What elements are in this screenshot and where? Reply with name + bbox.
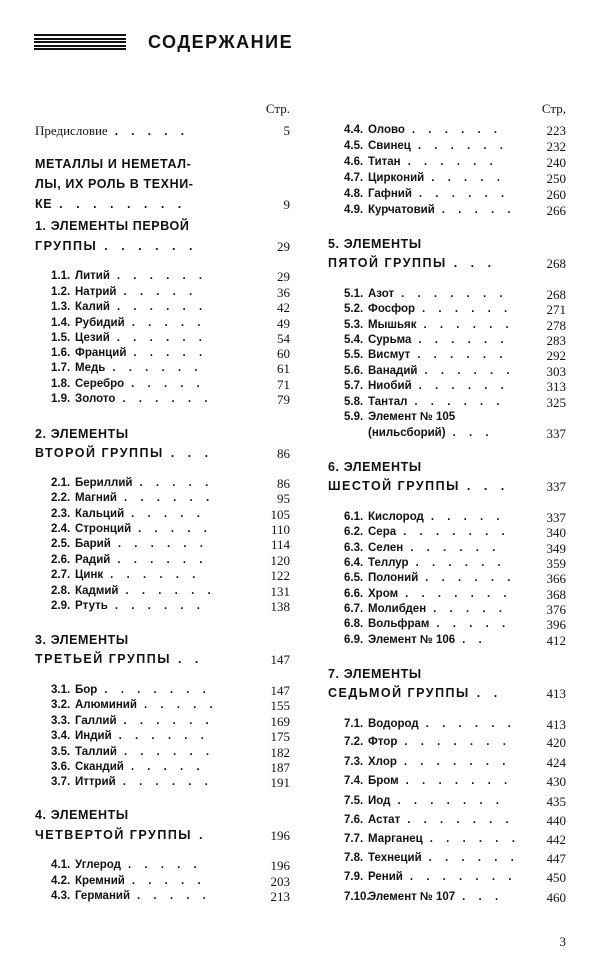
toc-entry-number: 6.4.: [344, 557, 364, 569]
leader-dots: . . . . . .: [124, 492, 215, 504]
toc-page-number: 191: [270, 775, 290, 790]
leader-dots: . . . . .: [131, 875, 206, 887]
toc-entry-label: 1. ЭЛЕМЕНТЫ ПЕРВОЙ: [35, 219, 190, 233]
toc-page-number: 292: [546, 348, 566, 363]
leader-dots: . . . . . .: [410, 542, 501, 554]
toc-entry-label: 2.1. Бериллий . . . . .: [51, 477, 214, 489]
toc-page-number: 213: [270, 889, 290, 904]
toc-entry-label: ЧЕТВЕРТОЙ ГРУППЫ .: [35, 828, 208, 842]
toc-page-number: 278: [546, 318, 566, 333]
leader-dots: . .: [462, 634, 487, 646]
toc-entry-label: 2.6. Радий . . . . . .: [51, 554, 208, 566]
toc-entry-label: 4.6. Титан . . . . . .: [344, 156, 498, 168]
toc-entry-label: 6.2. Сера . . . . . . .: [344, 526, 510, 538]
toc-page-number: 196: [270, 858, 290, 873]
toc-entry-number: 7.6.: [344, 814, 364, 826]
toc-entry-number: 3.5.: [51, 746, 71, 758]
leader-dots: . . .: [452, 427, 494, 439]
leader-dots: . . . . .: [133, 347, 208, 359]
toc-entry-label: 6.3. Селен . . . . . .: [344, 542, 501, 554]
leader-dots: . . . . . .: [411, 124, 503, 136]
toc-page-number: 105: [270, 507, 290, 522]
toc-page-number: 54: [277, 331, 290, 346]
toc-entry-label: 4. ЭЛЕМЕНТЫ: [35, 808, 129, 822]
toc-entry-label: 4.5. Свинец . . . . . .: [344, 140, 509, 152]
leader-dots: . . . . .: [137, 890, 211, 902]
leader-dots: . . . . . . .: [405, 775, 513, 787]
leader-dots: . . . . . .: [429, 833, 520, 845]
leader-dots: . . . . .: [114, 123, 189, 138]
toc-page-number: 283: [546, 333, 566, 348]
toc-page-number: 303: [546, 364, 566, 379]
toc-page-number: 337: [546, 426, 566, 441]
toc-entry-label: 7.5. Иод . . . . . . .: [344, 795, 504, 807]
toc-entry-number: 7.10.: [344, 891, 370, 903]
toc-entry-number: 3.7.: [51, 776, 71, 788]
leader-dots: . . . . . .: [122, 776, 213, 788]
toc-entry-label: 5.9. Элемент № 105: [344, 411, 456, 423]
toc-entry-label: ТРЕТЬЕЙ ГРУППЫ . .: [35, 652, 204, 666]
toc-header: [34, 26, 293, 58]
toc-entry-number: 7.7.: [344, 833, 364, 845]
toc-entry-number: 5.9.: [344, 411, 364, 423]
toc-entry-label: МЕТАЛЛЫ И НЕМЕТАЛ-: [35, 157, 192, 171]
toc-entry-label: 1.2. Натрий . . . . .: [51, 286, 198, 298]
toc-page-number: 440: [546, 813, 566, 828]
toc-entry-number: 1.2.: [51, 286, 71, 298]
leader-dots: . . . . .: [139, 477, 214, 489]
toc-entry-label: 5.4. Сурьма . . . . . .: [344, 334, 509, 346]
toc-entry-label: 3.1. Бор . . . . . . .: [51, 684, 211, 696]
toc-page-number: 337: [546, 479, 566, 494]
leader-dots: . .: [177, 652, 204, 666]
toc-entry-label: 7.9. Рений . . . . . . .: [344, 871, 517, 883]
toc-page-number: 122: [270, 568, 290, 583]
toc-entry-label: 2.2. Магний . . . . . .: [51, 492, 215, 504]
toc-entry-number: 5.2.: [344, 303, 364, 315]
toc-entry-number: 1.7.: [51, 362, 71, 374]
toc-page-number: 223: [546, 123, 566, 138]
toc-entry-number: 5.7.: [344, 380, 364, 392]
toc-entry-number: 6.6.: [344, 588, 364, 600]
leader-dots: . . . . . .: [117, 554, 208, 566]
toc-entry-number: 2.1.: [51, 477, 71, 489]
leader-dots: . . . . . .: [418, 334, 509, 346]
toc-entry-label: 6.6. Хром . . . . . . .: [344, 588, 512, 600]
leader-dots: . . . . . .: [112, 362, 203, 374]
toc-page-number: 413: [546, 717, 566, 732]
toc-entry-label: 7.6. Астат . . . . . . .: [344, 814, 514, 826]
toc-page-number: 447: [546, 851, 566, 866]
leader-dots: .: [199, 828, 208, 842]
leader-dots: . . . . .: [131, 317, 206, 329]
toc-entry-number: 3.3.: [51, 715, 71, 727]
toc-entry-label: 7.4. Бром . . . . . . .: [344, 775, 513, 787]
toc-page-number: 450: [546, 870, 566, 885]
leader-dots: . . . . . .: [423, 319, 514, 331]
toc-entry-number: 4.7.: [344, 172, 364, 184]
toc-entry-label: 6.8. Вольфрам . . . . .: [344, 618, 511, 630]
toc-entry-label: 7.8. Технеций . . . . . .: [344, 852, 519, 864]
toc-entry-number: 1.5.: [51, 332, 71, 344]
toc-page-number: 71: [277, 377, 290, 392]
toc-page-number: 271: [546, 302, 566, 317]
toc-entry-label: 6. ЭЛЕМЕНТЫ: [328, 460, 422, 474]
toc-entry-number: 4.6.: [344, 156, 364, 168]
toc-entry-label: 2.3. Кальций . . . . .: [51, 508, 205, 520]
toc-entry-label: 1.5. Цезий . . . . . .: [51, 332, 207, 344]
toc-page-number: 120: [270, 553, 290, 568]
toc-page-number: 110: [270, 522, 290, 537]
toc-entry-label: 7.2. Фтор . . . . . . .: [344, 736, 511, 748]
toc-page-number: 169: [270, 714, 290, 729]
toc-entry-label: 2.9. Ртуть . . . . . .: [51, 600, 205, 612]
leader-dots: . . . . . .: [425, 572, 516, 584]
leader-dots: . . . . . .: [407, 156, 498, 168]
toc-page-number: 95: [277, 491, 290, 506]
leader-dots: . . .: [462, 891, 504, 903]
toc-page-number: 42: [277, 300, 290, 315]
toc-entry-number: 2.5.: [51, 538, 71, 550]
toc-entry-number: 7.4.: [344, 775, 364, 787]
toc-entry-label: 5.1. Азот . . . . . . .: [344, 288, 508, 300]
leader-dots: . . . . . .: [418, 380, 509, 392]
toc-entry-label: 4.2. Кремний . . . . .: [51, 875, 206, 887]
toc-page-number: 424: [546, 755, 566, 770]
leader-dots: . . . . . .: [114, 600, 205, 612]
toc-entry-label: (нильсборий) . . .: [368, 427, 494, 439]
toc-page-number: 260: [546, 187, 566, 202]
leader-dots: . . . . . . .: [397, 795, 504, 807]
toc-entry-number: 5.3.: [344, 319, 364, 331]
toc-entry-label: 5.6. Ванадий . . . . . .: [344, 365, 515, 377]
toc-entry-label: 7.1. Водород . . . . . .: [344, 718, 516, 730]
toc-entry-number: 7.1.: [344, 718, 364, 730]
toc-entry-label: ЛЫ, ИХ РОЛЬ В ТЕХНИ-: [35, 177, 194, 191]
leader-dots: . . . . . .: [117, 538, 208, 550]
leader-dots: . . . . . . .: [401, 288, 508, 300]
toc-page-number: 131: [270, 584, 290, 599]
leader-dots: . . . . .: [138, 523, 212, 535]
toc-page-number: 435: [546, 794, 566, 809]
leader-dots: . . . . .: [441, 204, 516, 216]
toc-page-number: 442: [546, 832, 566, 847]
toc-page-number: 29: [277, 239, 290, 254]
toc-page-number: 359: [546, 556, 566, 571]
toc-page-number: 49: [277, 316, 290, 331]
toc-entry-label: 6.5. Полоний . . . . . .: [344, 572, 516, 584]
toc-entry-number: 2.9.: [51, 600, 71, 612]
leader-dots: . . . . .: [127, 859, 202, 871]
leader-dots: . . .: [170, 446, 214, 460]
toc-page-number: 196: [270, 828, 290, 843]
toc-entry-number: 2.4.: [51, 523, 71, 535]
toc-entry-label: 3.2. Алюминий . . . . .: [51, 699, 218, 711]
toc-entry-number: 6.9.: [344, 634, 364, 646]
toc-entry-number: 6.2.: [344, 526, 364, 538]
leader-dots: . . . . . .: [123, 715, 214, 727]
toc-entry-label: ШЕСТОЙ ГРУППЫ . . .: [328, 479, 510, 493]
toc-page-number: 29: [277, 269, 290, 284]
toc-page-number: 313: [546, 379, 566, 394]
toc-entry-number: 7.2.: [344, 736, 364, 748]
toc-entry-label: 7.10.Элемент № 107 . . .: [344, 891, 504, 903]
toc-page-number: 366: [546, 571, 566, 586]
toc-page-number: 412: [546, 633, 566, 648]
toc-page-number: 187: [270, 760, 290, 775]
toc-entry-label: 4.8. Гафний . . . . . .: [344, 188, 510, 200]
leader-dots: . . . . . .: [424, 365, 515, 377]
toc-entry-number: 4.4.: [344, 124, 364, 136]
toc-entry-label: 6.7. Молибден . . . . .: [344, 603, 507, 615]
toc-entry-label: КЕ . . . . . . . .: [35, 197, 187, 211]
toc-page-number: 420: [546, 735, 566, 750]
toc-page-number: 175: [270, 729, 290, 744]
toc-page-number: 349: [546, 541, 566, 556]
page-number: 3: [559, 934, 566, 949]
toc-entry-label: Предисловие . . . . .: [35, 123, 189, 138]
leader-dots: . . . . . .: [104, 239, 198, 253]
toc-entry-label: 1.4. Рубидий . . . . .: [51, 317, 206, 329]
toc-entry-number: 7.8.: [344, 852, 364, 864]
toc-page-number: 147: [270, 652, 290, 667]
leader-dots: . . . . . .: [125, 585, 216, 597]
toc-page-number: 9: [283, 197, 290, 212]
toc-entry-label: 3.7. Иттрий . . . . . .: [51, 776, 213, 788]
toc-entry-number: 5.8.: [344, 396, 364, 408]
decorative-rule-icon: [34, 34, 126, 50]
toc-entry-number: 1.6.: [51, 347, 71, 359]
toc-entry-number: 5.4.: [344, 334, 364, 346]
leader-dots: . . .: [453, 256, 497, 270]
leader-dots: . . . . . .: [425, 718, 516, 730]
toc-page-number: 250: [546, 171, 566, 186]
leader-dots: . . . . . .: [122, 393, 213, 405]
toc-entry-label: 3.6. Скандий . . . . .: [51, 761, 205, 773]
toc-entry-number: 6.1.: [344, 511, 364, 523]
toc-entry-label: 7.7. Марганец . . . . . .: [344, 833, 520, 845]
toc-entry-number: 6.7.: [344, 603, 364, 615]
toc-page-number: 203: [270, 874, 290, 889]
toc-entry-label: СЕДЬМОЙ ГРУППЫ . .: [328, 686, 503, 700]
toc-page-number: 413: [546, 686, 566, 701]
leader-dots: . . . . .: [131, 508, 205, 520]
toc-page-number: 147: [270, 683, 290, 698]
leader-dots: . . . . .: [430, 511, 505, 523]
toc-page-number: 376: [546, 602, 566, 617]
toc-entry-label: 4.7. Цирконий . . . . .: [344, 172, 505, 184]
toc-entry-number: 2.7.: [51, 569, 71, 581]
toc-entry-number: 3.2.: [51, 699, 71, 711]
leader-dots: . . . . . . . .: [59, 197, 187, 211]
leader-dots: . . . . . .: [418, 188, 510, 200]
toc-entry-number: 2.2.: [51, 492, 71, 504]
leader-dots: . . . . . .: [116, 270, 208, 282]
toc-entry-label: 2.7. Цинк . . . . . .: [51, 569, 201, 581]
toc-entry-label: 3.3. Галлий . . . . . .: [51, 715, 214, 727]
toc-page-number: 60: [277, 346, 290, 361]
toc-entry-number: 5.5.: [344, 349, 364, 361]
toc-entry-number: 4.9.: [344, 204, 364, 216]
toc-entry-number: 7.5.: [344, 795, 364, 807]
leader-dots: . . . . . .: [417, 349, 508, 361]
toc-entry-label: 4.3. Германий . . . . .: [51, 890, 211, 902]
toc-page-number: 430: [546, 774, 566, 789]
toc-page-number: 232: [546, 139, 566, 154]
toc-entry-label: 7. ЭЛЕМЕНТЫ: [328, 667, 422, 681]
leader-dots: . . . . . . .: [403, 526, 510, 538]
toc-entry-label: 3. ЭЛЕМЕНТЫ: [35, 633, 129, 647]
leader-dots: . . . . . .: [123, 746, 215, 758]
leader-dots: . . . . . .: [415, 557, 506, 569]
leader-dots: . .: [476, 686, 503, 700]
toc-entry-label: 5.3. Мышьяк . . . . . .: [344, 319, 514, 331]
toc-entry-number: 4.2.: [51, 875, 71, 887]
leader-dots: . . . . .: [123, 286, 198, 298]
toc-entry-label: 4.4. Олово . . . . . .: [344, 124, 503, 136]
toc-page-number: 114: [270, 537, 290, 552]
leader-dots: . . . . .: [143, 699, 218, 711]
toc-entry-label: 4.1. Углерод . . . . .: [51, 859, 202, 871]
toc-entry-number: 7.9.: [344, 871, 364, 883]
toc-page-number: 79: [277, 392, 290, 407]
toc-entry-label: 1.6. Франций . . . . .: [51, 347, 208, 359]
leader-dots: . . . . . . .: [405, 588, 512, 600]
leader-dots: . . . . .: [131, 378, 205, 390]
toc-entry-label: 1.1. Литий . . . . . .: [51, 270, 208, 282]
toc-entry-label: 1.8. Серебро . . . . .: [51, 378, 205, 390]
toc-entry-label: 5.8. Тантал . . . . . .: [344, 396, 505, 408]
leader-dots: . . . . . . .: [407, 814, 514, 826]
toc-page-number: 61: [277, 361, 290, 376]
toc-entry-number: 7.3.: [344, 756, 364, 768]
toc-page-number: 240: [546, 155, 566, 170]
toc-entry-label: 7.3. Хлор . . . . . . .: [344, 756, 511, 768]
page-title: СОДЕРЖАНИЕ: [148, 31, 294, 52]
toc-entry-number: 5.6.: [344, 365, 364, 377]
toc-entry-number: 1.4.: [51, 317, 71, 329]
leader-dots: . . . . . .: [417, 140, 509, 152]
toc-page-number: 268: [546, 256, 566, 271]
leader-dots: . . . . .: [130, 761, 205, 773]
toc-page-number: 86: [277, 446, 290, 461]
leader-dots: . . . . . . .: [104, 684, 211, 696]
toc-entry-label: 1.3. Калий . . . . . .: [51, 301, 208, 313]
toc-entry-number: 6.8.: [344, 618, 364, 630]
toc-entry-number: 6.5.: [344, 572, 364, 584]
leader-dots: . . . . . .: [428, 852, 519, 864]
toc-page-number: 266: [546, 203, 566, 218]
toc-entry-label: ПЯТОЙ ГРУППЫ . . .: [328, 256, 497, 270]
toc-entry-number: 4.8.: [344, 188, 364, 200]
toc-page-number: 155: [270, 698, 290, 713]
toc-entry-label: 1.7. Медь . . . . . .: [51, 362, 203, 374]
toc-page-number: 5: [283, 123, 290, 138]
toc-entry-number: 4.5.: [344, 140, 364, 152]
toc-page-number: 268: [546, 287, 566, 302]
leader-dots: . . . . .: [433, 603, 507, 615]
toc-entry-label: 6.9. Элемент № 106 . .: [344, 634, 487, 646]
toc-entry-number: 1.8.: [51, 378, 71, 390]
leader-dots: . . . . . . .: [403, 756, 511, 768]
toc-page-number: 325: [546, 395, 566, 410]
toc-entry-number: 3.1.: [51, 684, 71, 696]
toc-entry-label: 6.4. Теллур . . . . . .: [344, 557, 506, 569]
toc-entry-number: 4.3.: [51, 890, 71, 902]
toc-entry-number: 1.1.: [51, 270, 71, 282]
leader-dots: . . . . .: [431, 172, 505, 184]
leader-dots: . . . . .: [436, 618, 511, 630]
toc-entry-label: 2. ЭЛЕМЕНТЫ: [35, 427, 129, 441]
toc-entry-label: 5. ЭЛЕМЕНТЫ: [328, 237, 422, 251]
toc-entry-label: 2.4. Стронций . . . . .: [51, 523, 212, 535]
toc-entry-label: ВТОРОЙ ГРУППЫ . . .: [35, 446, 214, 460]
toc-page-number: 337: [546, 510, 566, 525]
toc-entry-number: 5.1.: [344, 288, 364, 300]
leader-dots: . . . . . .: [110, 569, 201, 581]
toc-entry-number: 1.3.: [51, 301, 71, 313]
toc-entry-number: 2.3.: [51, 508, 71, 520]
leader-dots: . . . . . .: [117, 301, 208, 313]
toc-page-number: 396: [546, 617, 566, 632]
leader-dots: . . . . . .: [414, 396, 505, 408]
toc-entry-label: 3.5. Таллий . . . . . .: [51, 746, 215, 758]
toc-entry-label: ГРУППЫ . . . . . .: [35, 239, 198, 253]
leader-dots: . . . . . . .: [409, 871, 517, 883]
toc-entry-label: 2.8. Кадмий . . . . . .: [51, 585, 216, 597]
leader-dots: . . .: [466, 479, 510, 493]
toc-page-number: 340: [546, 525, 566, 540]
toc-entry-label: 5.2. Фосфор . . . . . .: [344, 303, 513, 315]
leader-dots: . . . . . . .: [404, 736, 511, 748]
toc-page-number: 138: [270, 599, 290, 614]
toc-entry-label: 2.5. Барий . . . . . .: [51, 538, 208, 550]
toc-entry-number: 3.4.: [51, 730, 71, 742]
leader-dots: . . . . . .: [116, 332, 207, 344]
toc-entry-label: 5.7. Ниобий . . . . . .: [344, 380, 509, 392]
toc-entry-label: 1.9. Золото . . . . . .: [51, 393, 213, 405]
leader-dots: . . . . . .: [422, 303, 513, 315]
toc-page-number: 182: [270, 745, 290, 760]
toc-page-number: 368: [546, 587, 566, 602]
toc-entry-number: 2.6.: [51, 554, 71, 566]
toc-entry-number: 3.6.: [51, 761, 71, 773]
toc-entry-label: 3.4. Индий . . . . . .: [51, 730, 209, 742]
toc-entry-number: 2.8.: [51, 585, 71, 597]
toc-entry-label: 6.1. Кислород . . . . .: [344, 511, 505, 523]
toc-entry-number: 4.1.: [51, 859, 71, 871]
toc-entry-label: 5.5. Висмут . . . . . .: [344, 349, 508, 361]
toc-entry-number: 1.9.: [51, 393, 71, 405]
toc-page-number: 86: [277, 476, 290, 491]
toc-page-number: 460: [546, 890, 566, 905]
toc-page-number: 36: [277, 285, 290, 300]
toc-entry-label: 4.9. Курчатовий . . . . .: [344, 204, 516, 216]
toc-entry-number: 6.3.: [344, 542, 364, 554]
leader-dots: . . . . . .: [118, 730, 209, 742]
